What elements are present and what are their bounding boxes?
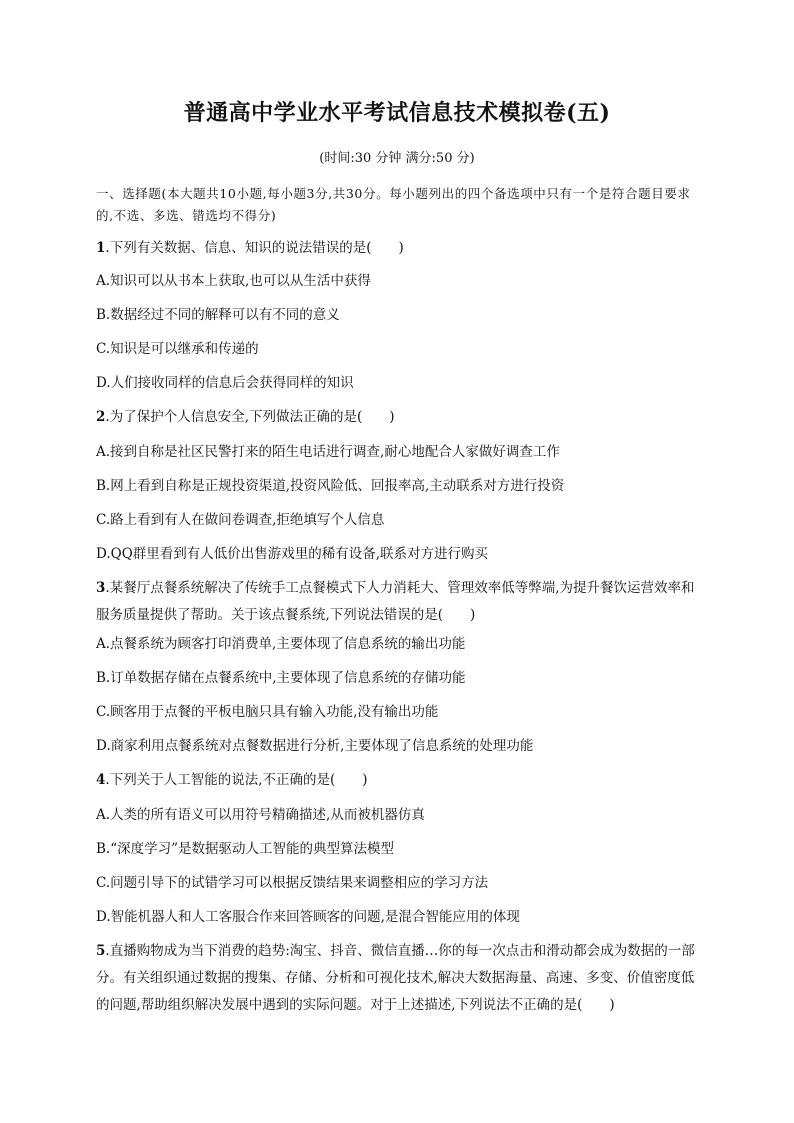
option-a: A.人类的所有语义可以用符号精确描述,从而被机器仿真	[96, 807, 425, 823]
option-a: A.点餐系统为顾客打印消费单,主要体现了信息系统的输出功能	[96, 636, 466, 652]
option-d: D.QQ群里看到有人低价出售游戏里的稀有设备,联系对方进行购买	[96, 546, 489, 562]
option-b: B.数据经过不同的解释可以有不同的意义	[96, 307, 340, 323]
question-number: 2	[96, 409, 106, 425]
question-text: .为了保护个人信息安全,下列做法正确的是( )	[105, 409, 395, 425]
page-title: 普通高中学业水平考试信息技术模拟卷(五)	[183, 100, 611, 126]
option-a: A.知识可以从书本上获取,也可以从生活中获得	[96, 273, 371, 289]
question-text: .直播购物成为当下消费的趋势:淘宝、抖音、微信直播…你的每一次点击和滑动都会成为数据的一部分。有关组织通过数据的搜集、存储、分析和可视化技术,解决大数据海量、高速、多变、价值密度低的问题,帮助组织解决发展中遇到的实际问题。对于上述描述,下列说法不正确的是( )	[96, 943, 695, 1013]
question-text: .某餐厅点餐系统解决了传统手工点餐模式下人力消耗大、管理效率低等弊端,为提升餐饮运营效率和服务质量提供了帮助。关于该点餐系统,下列说法错误的是( )	[96, 580, 695, 623]
option-c: C.知识是可以继承和传递的	[96, 341, 259, 357]
question-text: .下列关于人工智能的说法,不正确的是( )	[105, 772, 368, 788]
question-number: 4	[96, 772, 106, 788]
option-a: A.接到自称是社区民警打来的陌生电话进行调查,耐心地配合人家做好调查工作	[96, 444, 560, 460]
question-number: 1	[96, 240, 106, 256]
question-stem	[96, 767, 702, 794]
section-instruction: 一、选择题(本大题共10小题,每小题3分,共30分。每小题列出的四个备选项中只有一个是符合题目要求的,不选、多选、错选均不得分)	[96, 186, 691, 223]
option-d: D.商家利用点餐系统对点餐数据进行分析,主要体现了信息系统的处理功能	[96, 738, 534, 754]
question-stem	[96, 235, 702, 262]
question-number: 5	[96, 943, 106, 959]
option-b: B.“深度学习”是数据驱动人工智能的典型算法模型	[96, 841, 395, 857]
option-d: D.人们接收同样的信息后会获得同样的知识	[96, 375, 354, 391]
question-stem	[96, 404, 702, 431]
question-text: .下列有关数据、信息、知识的说法错误的是( )	[105, 240, 404, 256]
question-stem	[96, 938, 702, 1019]
option-c: C.路上看到有人在做问卷调查,拒绝填写个人信息	[96, 512, 385, 528]
option-c: C.顾客用于点餐的平板电脑只具有输入功能,没有输出功能	[96, 704, 439, 720]
option-c: C.问题引导下的试错学习可以根据反馈结果来调整相应的学习方法	[96, 875, 489, 891]
option-b: B.网上看到自称是正规投资渠道,投资风险低、回报率高,主动联系对方进行投资	[96, 478, 565, 494]
option-b: B.订单数据存储在点餐系统中,主要体现了信息系统的存储功能	[96, 670, 466, 686]
question-number: 3	[96, 580, 106, 596]
exam-subtitle: (时间:30 分钟 满分:50 分)	[319, 151, 475, 166]
question-stem	[96, 575, 702, 629]
option-d: D.智能机器人和人工客服合作来回答顾客的问题,是混合智能应用的体现	[96, 909, 520, 925]
